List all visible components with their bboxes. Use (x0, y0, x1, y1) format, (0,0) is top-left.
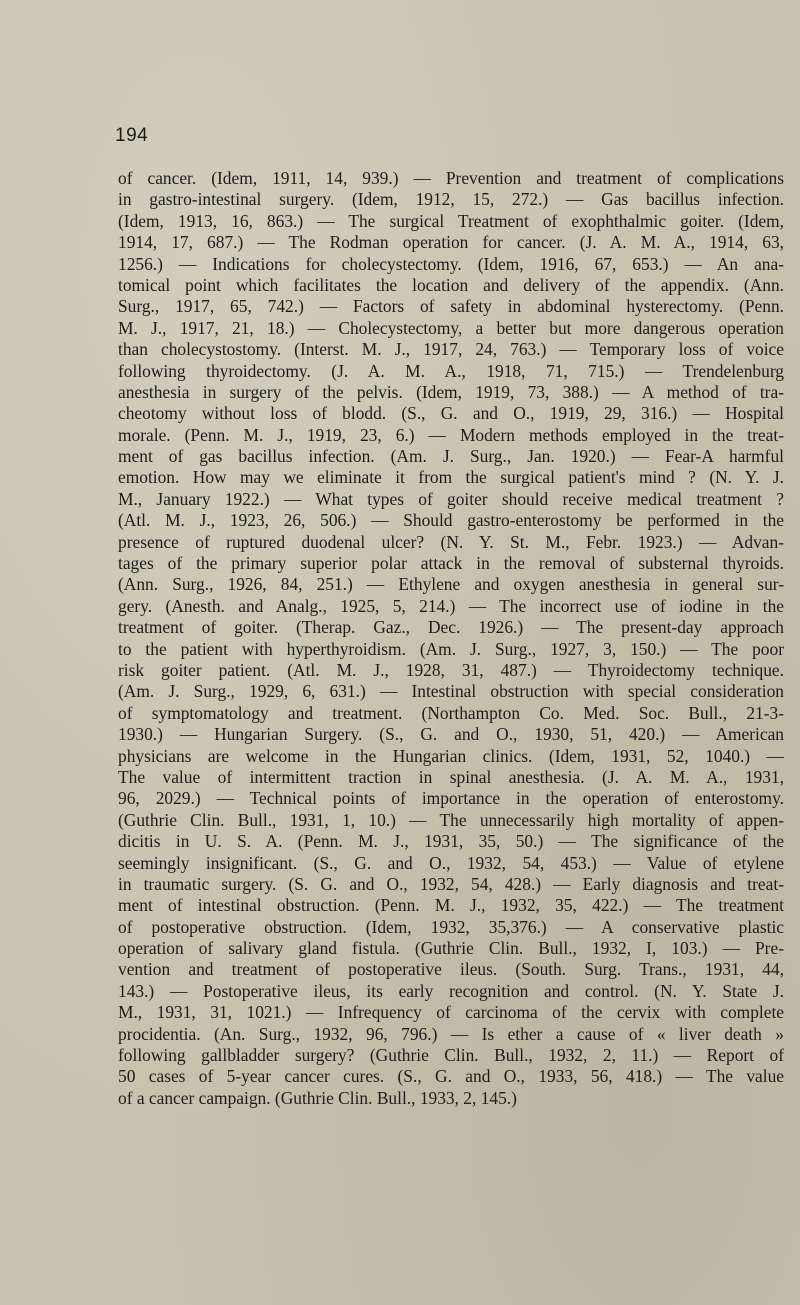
text-line: treatment of goiter. (Therap. Gaz., Dec. 1926.) — The present-day approach (118, 617, 784, 638)
text-line: in gastro-intestinal surgery. (Idem, 1912, 15, 272.) — Gas bacillus infection. (118, 189, 784, 210)
text-line: 50 cases of 5-year cancer cures. (S., G. and O., 1933, 56, 418.) — The value (118, 1066, 784, 1087)
text-line: seemingly insignificant. (S., G. and O., 1932, 54, 453.) — Value of etylene (118, 852, 784, 873)
text-line: of cancer. (Idem, 1911, 14, 939.) — Prevention and treatment of complications (118, 168, 784, 188)
text-line: 96, 2029.) — Technical points of importance in the operation of enterostomy. (118, 788, 784, 809)
text-line: morale. (Penn. M. J., 1919, 23, 6.) — Modern methods employed in the treat- (118, 424, 784, 445)
text-line: M., January 1922.) — What types of goiter should receive medical treatment ? (118, 488, 784, 509)
text-line: (Ann. Surg., 1926, 84, 251.) — Ethylene and oxygen anesthesia in general sur- (118, 574, 784, 595)
text-line: physicians are welcome in the Hungarian clinics. (Idem, 1931, 52, 1040.) — (118, 745, 784, 766)
bibliography-text (118, 168, 784, 1109)
text-line: 1914, 17, 687.) — The Rodman operation for cancer. (J. A. M. A., 1914, 63, (118, 232, 784, 253)
text-line: of postoperative obstruction. (Idem, 1932, 35,376.) — A conservative plastic (118, 916, 784, 937)
text-line: The value of intermittent traction in spinal anesthesia. (J. A. M. A., 1931, (118, 766, 784, 787)
text-line: anesthesia in surgery of the pelvis. (Idem, 1919, 73, 388.) — A method of tra- (118, 381, 784, 402)
text-line: tages of the primary superior polar attack in the removal of substernal thyroids. (118, 553, 784, 574)
text-line: vention and treatment of postoperative ileus. (South. Surg. Trans., 1931, 44, (118, 959, 784, 980)
text-line: in traumatic surgery. (S. G. and O., 1932, 54, 428.) — Early diagnosis and treat- (118, 873, 784, 894)
text-line: than cholecystostomy. (Interst. M. J., 1917, 24, 763.) — Temporary loss of voice (118, 339, 784, 360)
text-line: (Guthrie Clin. Bull., 1931, 1, 10.) — The unnecessarily high mortality of appen- (118, 809, 784, 830)
text-line: 143.) — Postoperative ileus, its early recognition and control. (N. Y. State J. (118, 980, 784, 1001)
text-line: cheotomy without loss of blodd. (S., G. and O., 1919, 29, 316.) — Hospital (118, 403, 784, 424)
text-line: (Idem, 1913, 16, 863.) — The surgical Treatment of exophthalmic goiter. (Idem, (118, 210, 784, 231)
text-line: M., 1931, 31, 1021.) — Infrequency of carcinoma of the cervix with complete (118, 1002, 784, 1023)
text-line: ment of intestinal obstruction. (Penn. M. J., 1932, 35, 422.) — The treatment (118, 895, 784, 916)
text-line: ment of gas bacillus infection. (Am. J. Surg., Jan. 1920.) — Fear-A harmful (118, 446, 784, 467)
text-line: of a cancer campaign. (Guthrie Clin. Bull., 1933, 2, 145.) (118, 1087, 517, 1108)
text-line: following gallbladder surgery? (Guthrie Clin. Bull., 1932, 2, 11.) — Report of (118, 1045, 784, 1066)
text-line: procidentia. (An. Surg., 1932, 96, 796.) — Is ether a cause of « liver death » (118, 1023, 784, 1044)
text-line: 1256.) — Indications for cholecystectomy. (Idem, 1916, 67, 653.) — An ana- (118, 253, 784, 274)
text-line: risk goiter patient. (Atl. M. J., 1928, 31, 487.) — Thyroidectomy technique. (118, 659, 784, 680)
text-line: M. J., 1917, 21, 18.) — Cholecystectomy, a better but more dangerous operation (118, 317, 784, 338)
text-line: 1930.) — Hungarian Surgery. (S., G. and O., 1930, 51, 420.) — American (118, 724, 784, 745)
page-number: 194 (115, 125, 149, 146)
text-line: (Am. J. Surg., 1929, 6, 631.) — Intestinal obstruction with special consideration (118, 681, 784, 702)
text-line: (Atl. M. J., 1923, 26, 506.) — Should gastro-enterostomy be performed in the (118, 510, 784, 531)
text-line: operation of salivary gland fistula. (Guthrie Clin. Bull., 1932, I, 103.) — Pre- (118, 938, 784, 959)
text-line: presence of ruptured duodenal ulcer? (N. Y. St. M., Febr. 1923.) — Advan- (118, 531, 784, 552)
text-line: Surg., 1917, 65, 742.) — Factors of safety in abdominal hysterectomy. (Penn. (118, 296, 784, 317)
text-line: tomical point which facilitates the location and delivery of the appendix. (Ann. (118, 274, 784, 295)
text-line: emotion. How may we eliminate it from the surgical patient's mind ? (N. Y. J. (118, 467, 784, 488)
text-line: of symptomatology and treatment. (Northampton Co. Med. Soc. Bull., 21-3- (118, 702, 784, 723)
text-line: gery. (Anesth. and Analg., 1925, 5, 214.) — The incorrect use of iodine in the (118, 595, 784, 616)
text-line: to the patient with hyperthyroidism. (Am. J. Surg., 1927, 3, 150.) — The poor (118, 638, 784, 659)
text-line: dicitis in U. S. A. (Penn. M. J., 1931, 35, 50.) — The significance of the (118, 831, 784, 852)
text-line: following thyroidectomy. (J. A. M. A., 1918, 71, 715.) — Trendelenburg (118, 360, 784, 381)
